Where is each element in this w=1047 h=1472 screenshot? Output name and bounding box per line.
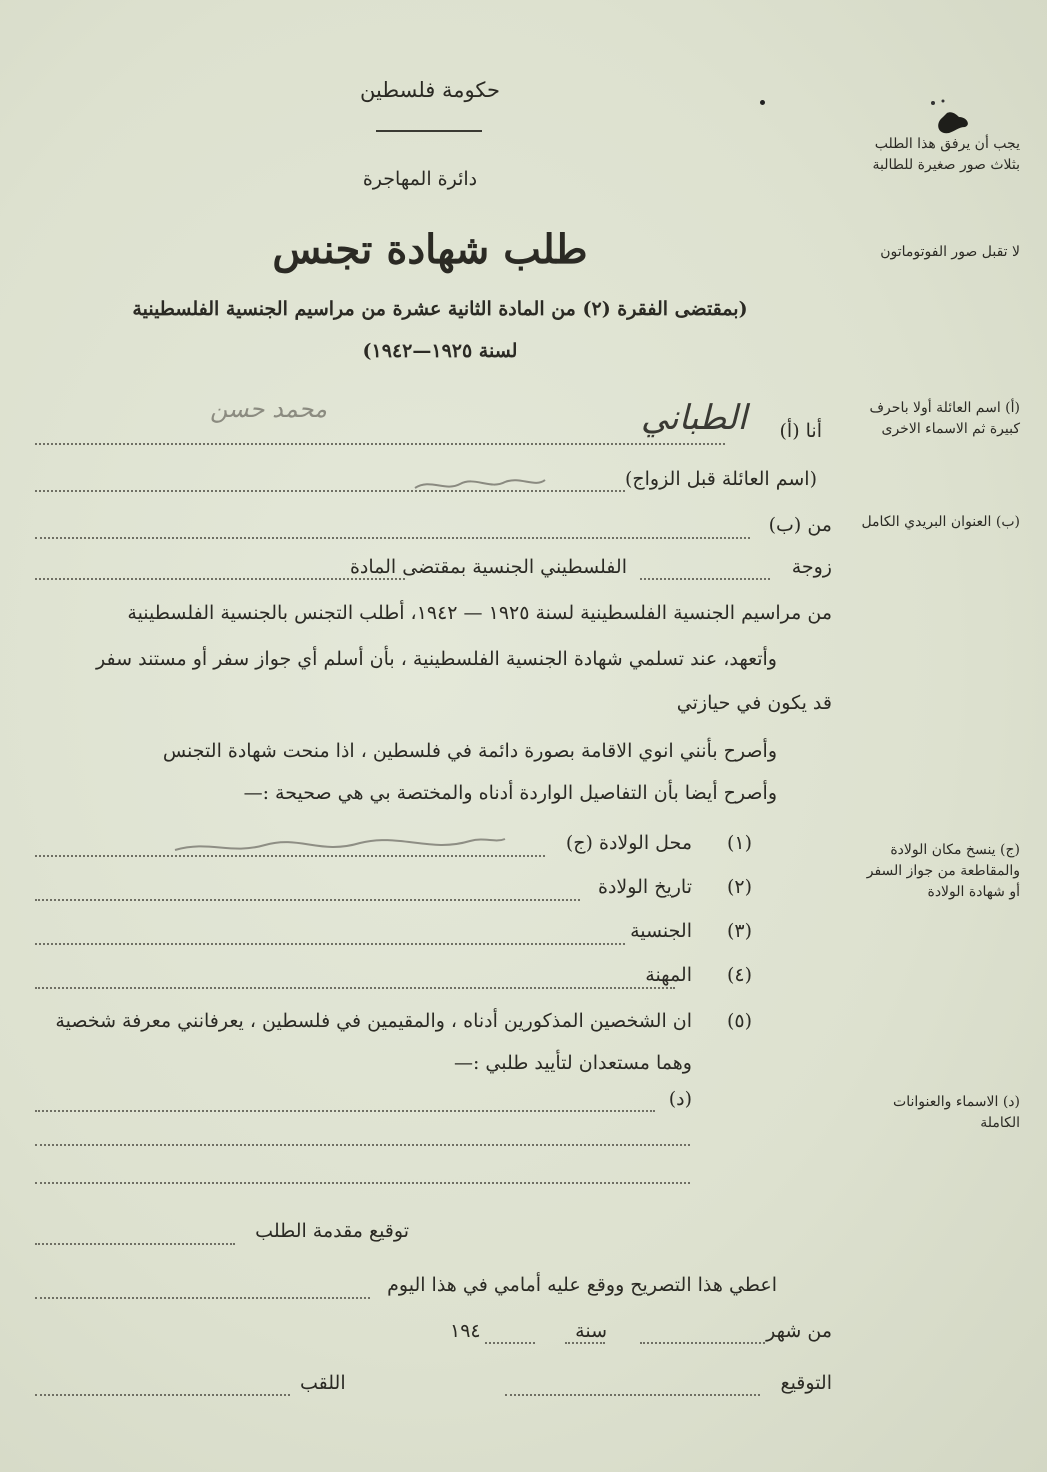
year-field[interactable] (485, 1342, 535, 1344)
header-rule (376, 130, 482, 132)
paragraph-1-line-3: قد يكون في حيازتي (676, 692, 832, 714)
item-5-line-1: ان الشخصين المذكورين أدناه ، والمقيمين في فلسطين ، يعرفانني معرفة شخصية (55, 1010, 692, 1032)
birthdate-field[interactable] (35, 899, 580, 901)
label-from-b: من (ب) (768, 514, 832, 536)
form-title: طلب شهادة تجنس (272, 226, 588, 273)
signature-label: التوقيع (780, 1372, 832, 1394)
month-field[interactable] (640, 1342, 765, 1344)
title-label: اللقب (300, 1372, 346, 1394)
item-5-number: (٥) (726, 1010, 752, 1032)
official-title-field[interactable] (35, 1394, 290, 1396)
paragraph-2-line-1: وأصرح بأنني انوي الاقامة بصورة دائمة في فلسطين ، اذا منحت شهادة التجنس (162, 740, 777, 762)
month-label: من شهر (766, 1320, 832, 1342)
ink-dot (760, 100, 765, 105)
referee-line-1[interactable] (35, 1110, 655, 1112)
form-subtitle-line2: لسنة ١٩٢٥—١٩٤٢) (362, 340, 518, 362)
paragraph-2-line-2: وأصرح أيضا بأن التفاصيل الواردة أدناه والمختصة بي هي صحيحة :— (243, 782, 777, 804)
handwritten-birthplace-scribble (170, 825, 510, 865)
margin-note-no-photomaton: لا تقبل صور الفوتوماتون (880, 244, 1020, 260)
item-3-number: (٣) (726, 920, 752, 942)
year-value: ١٩٤ (450, 1320, 481, 1342)
handwritten-maiden-name-scribble (410, 470, 550, 500)
applicant-signature-label: توقيع مقدمة الطلب (255, 1220, 409, 1242)
name-field[interactable] (35, 443, 725, 445)
paragraph-1-line-2: وأتعهد، عند تسلمي شهادة الجنسية الفلسطينية ، بأن أسلم أي جواز سفر أو مستند سفر (96, 648, 777, 670)
attestation-text: اعطي هذا التصريح ووقع عليه أمامي في هذا اليوم (387, 1274, 777, 1296)
item-1-label: محل الولادة (ج) (565, 832, 692, 854)
occupation-field[interactable] (35, 987, 675, 989)
item-2-label: تاريخ الولادة (598, 876, 692, 898)
margin-note-photos: يجب أن يرفق هذا الطلب بثلاث صور صغيرة للطالبة (872, 136, 1020, 173)
attestation-day-field[interactable] (35, 1297, 370, 1299)
official-signature-field[interactable] (505, 1394, 760, 1396)
form-subtitle-line1: (بمقتضى الفقرة (٢) من المادة الثانية عشرة من مراسيم الجنسية الفلسطينية (132, 298, 748, 320)
department-heading: دائرة المهاجرة (362, 168, 478, 190)
year-leading-dots (565, 1342, 605, 1344)
item-4-label: المهنة (645, 964, 692, 986)
referee-line-2[interactable] (35, 1144, 690, 1146)
item-3-label: الجنسية (630, 920, 692, 942)
margin-note-c: (ج) ينسخ مكان الولادة والمقاطعة من جواز السفر أو شهادة الولادة (866, 842, 1020, 900)
margin-note-b: (ب) العنوان البريدي الكامل (861, 514, 1020, 530)
applicant-signature-field[interactable] (35, 1243, 235, 1245)
husband-name-field[interactable] (640, 578, 770, 580)
label-ana: أنا (أ) (779, 420, 822, 442)
article-field[interactable] (35, 578, 405, 580)
item-1-number: (١) (726, 832, 752, 854)
address-field[interactable] (35, 537, 750, 539)
label-wife: زوجة (791, 556, 832, 578)
paragraph-1-line-1: من مراسيم الجنسية الفلسطينية لسنة ١٩٢٥ — ١٩٤٢، أطلب التجنس بالجنسية الفلسطينية (127, 602, 832, 624)
margin-note-a: (أ) اسم العائلة أولا باحرف كبيرة ثم الاسماء الاخرى (869, 400, 1020, 437)
label-d: (د) (668, 1088, 692, 1110)
margin-note-d: (د) الاسماء والعنوانات الكاملة (893, 1094, 1020, 1131)
year-label: سنة (575, 1320, 607, 1342)
label-family-before-marriage: (اسم العائلة قبل الزواج) (624, 468, 817, 490)
label-wife-middle: الفلسطيني الجنسية بمقتضى المادة (349, 556, 627, 578)
handwritten-given-name: محمد حسن (210, 395, 327, 423)
referee-line-3[interactable] (35, 1182, 690, 1184)
item-5-line-2: وهما مستعدان لتأييد طلبي :— (453, 1052, 692, 1074)
government-heading: حكومة فلسطين (360, 78, 500, 102)
item-4-number: (٤) (726, 964, 752, 986)
handwritten-surname: الطباني (640, 398, 747, 438)
nationality-field[interactable] (35, 943, 625, 945)
item-2-number: (٢) (726, 876, 752, 898)
